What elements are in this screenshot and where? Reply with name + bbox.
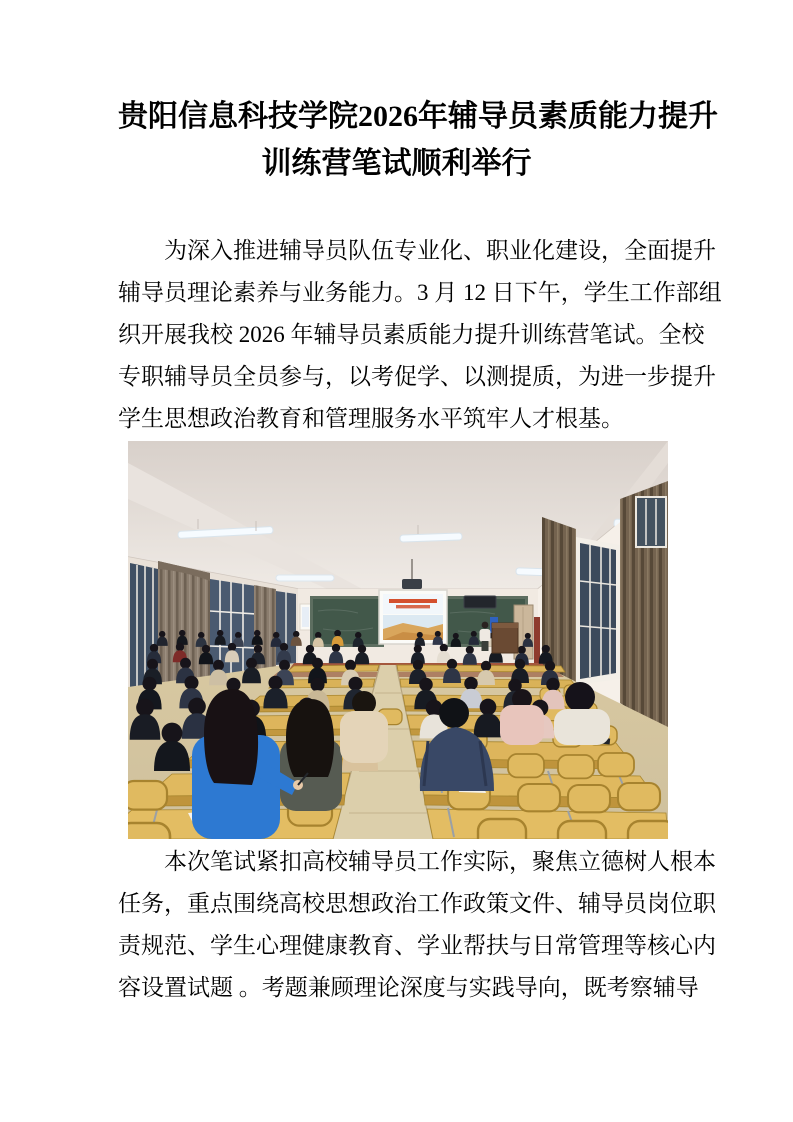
paragraph-2-line: 本次笔试紧扣高校辅导员工作实际，聚焦立德树人根本 (164, 849, 716, 874)
article-title-line-1: 贵阳信息科技学院2026年辅导员素质能力提升 (118, 100, 718, 133)
right-curtain-far (620, 481, 668, 733)
paragraph-2 (118, 841, 716, 1009)
article-title-line-2: 训练营笔试顺利举行 (261, 147, 532, 180)
classroom-photo (128, 441, 668, 839)
paragraph-2-line: 责规范、学生心理健康教育、学业帮扶与日常管理等核心内 (118, 933, 716, 958)
paragraph-1 (118, 230, 722, 440)
podium (492, 623, 518, 653)
article-photo (128, 441, 668, 839)
paragraph-1-line: 为深入推进辅导员队伍专业化、职业化建设，全面提升 (164, 238, 716, 263)
paragraph-1-line: 专职辅导员全员参与，以考促学、以测提质，为进一步提升 (118, 364, 716, 389)
paragraph-1-line: 学生思想政治教育和管理服务水平筑牢人才根基。 (118, 406, 624, 431)
paragraph-2-line: 容设置试题 。考题兼顾理论深度与实践导向，既考察辅导 (118, 975, 699, 1000)
article-title (118, 93, 718, 187)
paragraph-2-line: 任务，重点围绕高校思想政治工作政策文件、辅导员岗位职 (118, 891, 716, 916)
paragraph-1-line: 辅导员理论素养与业务能力。3 月 12 日下午，学生工作部组 (118, 280, 722, 305)
red-wall-stripe (534, 617, 540, 665)
paragraph-1-line: 织开展我校 2026 年辅导员素质能力提升训练营笔试。全校 (118, 322, 705, 347)
wall-tv (464, 596, 496, 608)
right-window (576, 537, 620, 685)
